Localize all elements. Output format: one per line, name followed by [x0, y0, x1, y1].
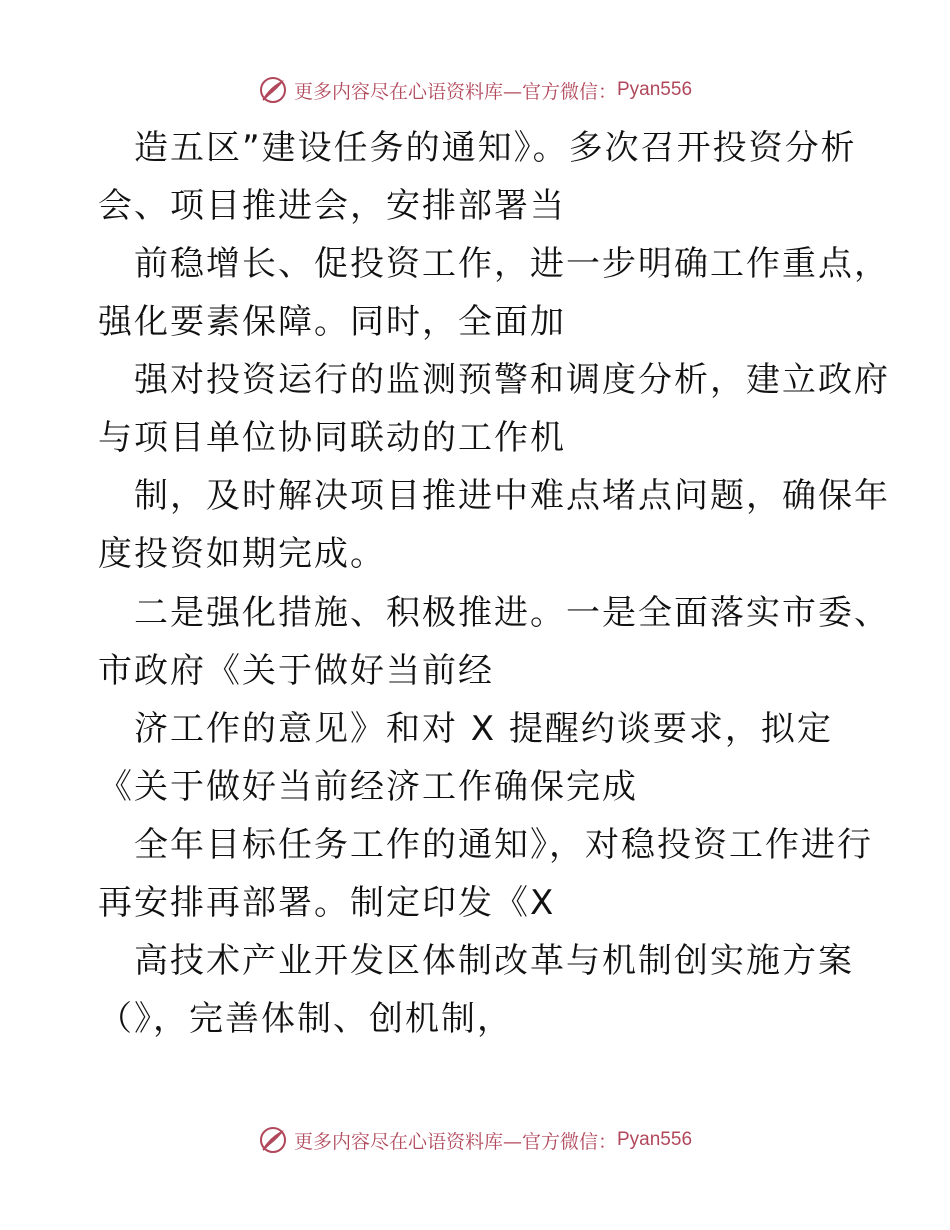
body-line: 二是强化措施、积极推进。一是全面落实市委、: [134, 593, 890, 633]
body-line: 《关于做好当前经济工作确保完成: [98, 767, 638, 807]
body-line: 济工作的意见》和对 X 提醒约谈要求，拟定: [134, 709, 833, 749]
body-line: 高技术产业开发区体制改革与机制创实施方案: [134, 941, 854, 981]
body-line: 造五区”建设任务的通知》。多次召开投资分析: [134, 128, 857, 168]
footer-wechat-id: Pyan556: [617, 1129, 693, 1150]
body-line: 强化要素保障。同时，全面加: [98, 302, 566, 342]
body-line: 与项目单位协同联动的工作机: [98, 418, 566, 458]
body-line: （》，完善体制、创机制，: [98, 999, 513, 1039]
body-line: 度投资如期完成。: [98, 534, 386, 574]
body-line: 前稳增长、促投资工作，进一步明确工作重点，: [134, 244, 890, 284]
body-line: 强对投资运行的监测预警和调度分析，建立政府: [134, 360, 890, 400]
feather-pen-logo-icon: [258, 1125, 288, 1155]
footer-brand-text: 更多内容尽在心语资料库—官方微信：: [293, 1130, 617, 1153]
body-line: 全年目标任务工作的通知》，对稳投资工作进行: [134, 825, 873, 865]
footer-watermark: [0, 1120, 950, 1160]
body-line: 再安排再部署。制定印发《X: [98, 883, 556, 923]
body-line: 会、项目推进会，安排部署当: [98, 186, 566, 226]
header-brand-text: 更多内容尽在心语资料库—官方微信：: [293, 80, 617, 103]
header-wechat-id: Pyan556: [617, 79, 693, 100]
body-line: 制，及时解决项目推进中难点堵点问题，确保年: [134, 476, 890, 516]
body-line: 市政府《关于做好当前经: [98, 651, 494, 691]
